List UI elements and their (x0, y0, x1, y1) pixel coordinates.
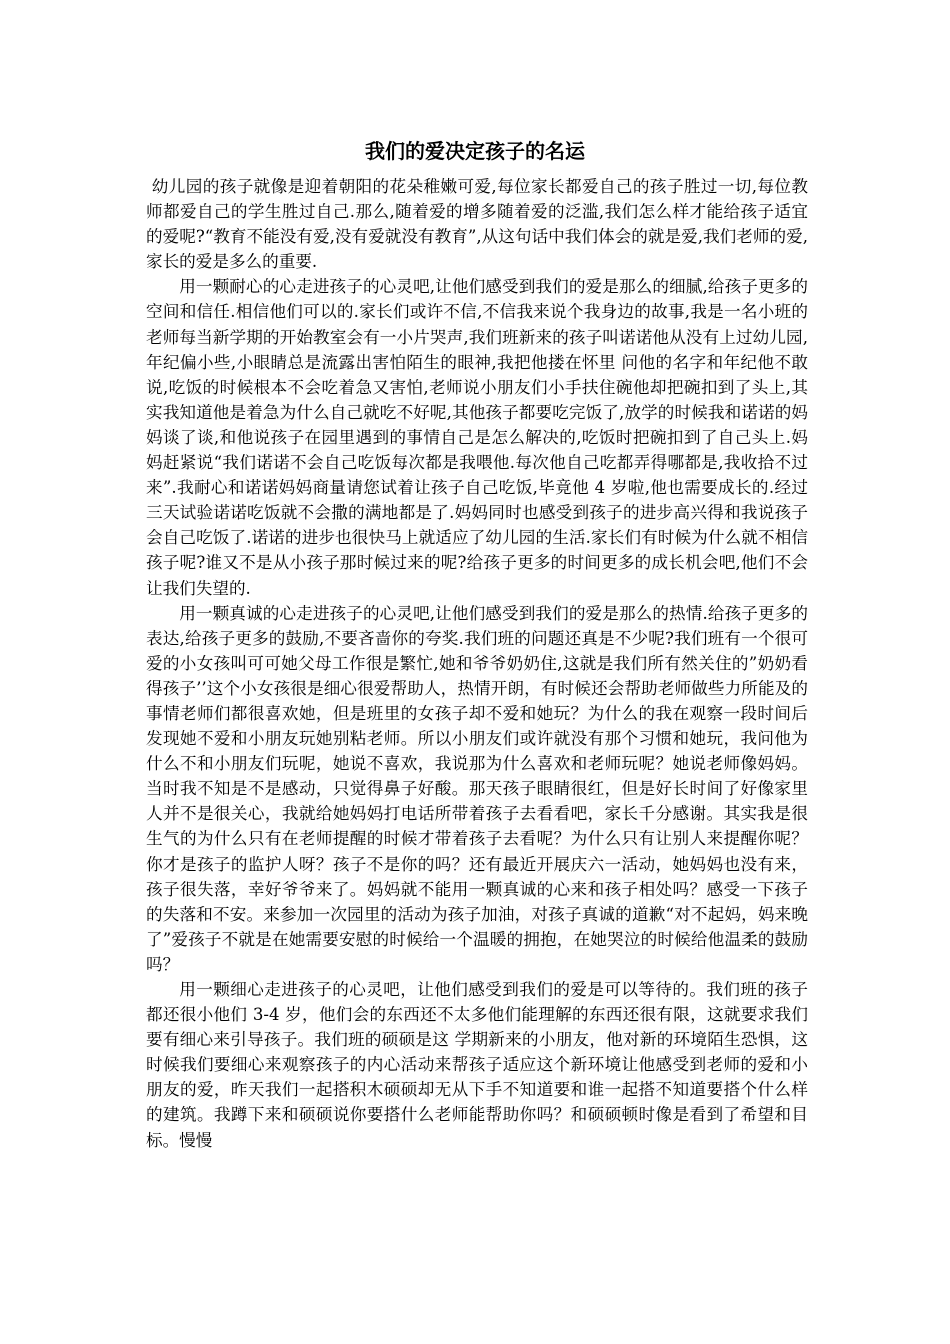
document-body (146, 174, 808, 1153)
paragraph-patience: 用一颗耐心的心走进孩子的心灵吧,让他们感受到我们的爱是那么的细腻,给孩子更多的空间和信任.相信他们可以的.家长们或许不信,不信我来说个我身边的故事,我是一名小班的老师每当新学期的开始教室会有一小片哭声,我们班新来的孩子叫诺诺他从没有上过幼儿园,年纪偏小些,小眼睛总是流露出害怕陌生的眼神,我把他搂在怀里 问他的名字和年纪他不敢说,吃饭的时候根本不会吃着急又害怕,老师说小朋友们小手扶住碗他却把碗扣到了头上,其实我知道他是着急为什么自己就吃不好呢,其他孩子都要吃完饭了,放学的时候我和诺诺的妈妈谈了谈,和他说孩子在园里遇到的事情自己是怎么解决的,吃饭时把碗扣到了自己头上.妈妈赶紧说“我们诺诺不会自己吃饭每次都是我喂他.每次他自己吃都弄得哪都是,我收拾不过来”.我耐心和诺诺妈妈商量请您试着让孩子自己吃饭,毕竟他 4 岁啦,他也需要成长的.经过三天试验诺诺吃饭就不会撒的满地都是了.妈妈同时也感受到孩子的进步高兴得和我说孩子会自己吃饭了.诺诺的进步也很快马上就适应了幼儿园的生活.家长们有时候为什么就不相信孩子呢?谁又不是从小孩子那时候过来的呢?给孩子更多的时间更多的成长机会吧,他们不会让我们失望的. (146, 277, 808, 598)
paragraph-sincerity: 用一颗真诚的心走进孩子的心灵吧,让他们感受到我们的爱是那么的热情.给孩子更多的表达,给孩子更多的鼓励,不要吝啬你的夸奖.我们班的问题还真是不少呢?我们班有一个很可爱的小女孩叫可可她父母工作很是繁忙,她和爷爷奶奶住,这就是我们所有然关住的”奶奶看得孩子’’这个小女孩很是细心很爱帮助人，热情开朗，有时候还会帮助老师做些力所能及的事情老师们都很喜欢她，但是班里的女孩子却不爱和她玩？为什么的我在观察一段时间后发现她不爱和小朋友玩她别粘老师。所以小朋友们或许就没有那个习惯和她玩，我问他为什么不和小朋友们玩呢，她说不喜欢，我说那为什么喜欢和老师玩呢？她说老师像妈妈。当时我不知是不是感动，只觉得鼻子好酸。那天孩子眼睛很红，但是好长时间了好像家里人并不是很关心，我就给她妈妈打电话所带着孩子去看看吧，家长千分感谢。其实我是很生气的为什么只有在老师提醒的时候才带着孩子去看呢？为什么只有让别人来提醒你呢？你才是孩子的监护人呀？孩子不是你的吗？还有最近开展庆六一活动，她妈妈也没有来，孩子很失落，幸好爷爷来了。妈妈就不能用一颗真诚的心来和孩子相处吗？感受一下孩子的失落和不安。来参加一次园里的活动为孩子加油，对孩子真诚的道歉“对不起妈，妈来晚了”爱孩子不就是在她需要安慰的时候给一个温暖的拥抱，在她哭泣的时候给他温柔的鼓励吗？ (146, 603, 808, 974)
paragraph-intro: 幼儿园的孩子就像是迎着朝阳的花朵稚嫩可爱,每位家长都爱自己的孩子胜过一切,每位教师都爱自己的学生胜过自己.那么,随着爱的增多随着爱的泛滥,我们怎么样才能给孩子适宜的爱呢?“教育不能没有爱,没有爱就没有教育”,从这句话中我们体会的就是爱,我们老师的爱,家长的爱是多么的重要. (146, 177, 808, 272)
document-title: 我们的爱决定孩子的名运 (365, 139, 585, 163)
paragraph-carefulness: 用一颗细心走进孩子的心灵吧，让他们感受到我们的爱是可以等待的。我们班的孩子都还很小他们 3-4 岁，他们会的东西还不太多他们能理解的东西还很有限，这就要求我们要有细心来引导孩子。我们班的硕硕是这 学期新来的小朋友，他对新的环境陌生恐惧，这时候我们要细心来观察孩子的内心活动来帮孩子适应这个新环境让他感受到老师的爱和小朋友的爱，昨天我们一起搭积木硕硕却无从下手不知道要和谁一起搭不知道要搭个什么样的建筑。我蹲下来和硕硕说你要搭什么老师能帮助你吗？和硕硕顿时像是看到了希望和目标。慢慢 (146, 980, 808, 1150)
